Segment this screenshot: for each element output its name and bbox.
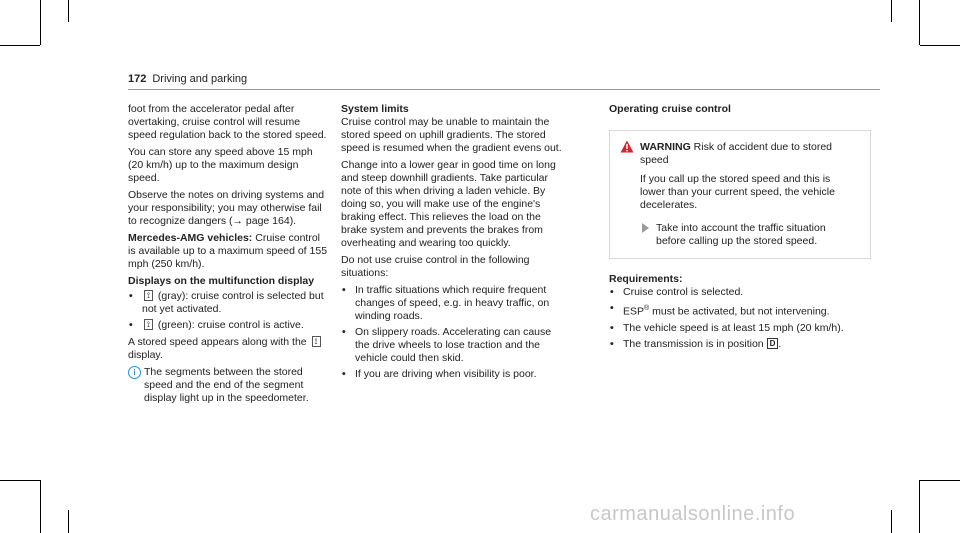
warning-label: WARNING: [640, 141, 691, 153]
amg-paragraph: [128, 232, 328, 271]
crop-mark: [919, 480, 920, 533]
note: [128, 366, 328, 405]
paragraph: You can store any speed above 15 mph (20 km/h) up to the maximum design speed.: [128, 146, 313, 184]
amg-label: Mercedes-AMG vehicles:: [128, 232, 253, 244]
list-item: • ⟟ (gray): cruise control is selected but not yet activated.: [129, 290, 324, 315]
displays-list: [128, 290, 328, 332]
warning-text: If you call up the stored speed and this is lower than your current speed, the vehicle decelerates.: [640, 173, 835, 211]
crop-mark: [0, 480, 40, 481]
list-item: • The vehicle speed is at least 15 mph (20 km/h).: [610, 321, 844, 334]
page-header: [128, 73, 247, 85]
paragraph: Observe the notes on driving systems and your responsibility; you may otherwise fail to recognize dangers (→ page 164).: [128, 189, 325, 227]
crop-mark: [0, 45, 40, 46]
warning-action: Take into account the traffic situation before calling up the stored speed.: [620, 222, 858, 248]
list-item: • In traffic situations which require frequent changes of speed, e.g. in heavy traffic, on winding roads.: [342, 284, 550, 322]
gear-d-icon: D: [767, 338, 779, 349]
list-item: • The transmission is in position D .: [610, 337, 782, 350]
cruise-control-icon: ⟟: [144, 290, 153, 301]
header-rule: [128, 89, 880, 90]
crop-mark: [920, 45, 960, 46]
operating-heading: Operating cruise control: [609, 103, 731, 115]
warning-header: [620, 141, 858, 167]
amg-text: Cruise control is available up to a maximum speed of 155 mph (250 km/h).: [128, 232, 328, 270]
crop-mark: [40, 0, 41, 45]
paragraph: Do not use cruise control in the following situations:: [341, 254, 530, 279]
column-3: [609, 103, 871, 355]
situations-list: [341, 284, 566, 381]
displays-heading: Displays on the multifunction display: [128, 275, 315, 287]
watermark: carmanualsonline.info: [590, 503, 796, 525]
paragraph: Change into a lower gear in good time on long and steep downhill gradients. Take particular note of this when driving a laden vehicle. By doing so, you will make use of the engine's braking effect. This relieves the load on the brake system and prevents the brakes from overheating and wearing too quickly.: [341, 159, 556, 249]
crop-mark: [891, 0, 892, 22]
crop-mark: [920, 480, 960, 481]
section-title: Driving and parking: [152, 73, 248, 85]
requirements-list: [609, 286, 871, 351]
info-icon: i: [128, 366, 141, 379]
crop-mark: [891, 510, 892, 533]
paragraph: A stored speed appears along with the ⟟ display.: [128, 336, 328, 362]
system-limits-heading: System limits: [341, 103, 409, 115]
warning-triangle-icon: [620, 140, 634, 153]
list-item: • ESP® must be activated, but not intervening.: [610, 302, 830, 318]
cruise-control-icon: ⟟: [312, 336, 321, 347]
list-item: • Cruise control is selected.: [610, 286, 744, 298]
note-text: The segments between the stored speed and the end of the segment display light up in the speedometer.: [144, 366, 309, 404]
crop-mark: [68, 0, 69, 22]
list-item: • If you are driving when visibility is poor.: [342, 368, 537, 380]
crop-mark: [68, 510, 69, 533]
list-item: • On slippery roads. Accelerating can cause the drive wheels to lose traction and the vehicle could then skid.: [342, 326, 552, 364]
cruise-control-icon: ⟟: [144, 319, 153, 330]
page-number: 172: [128, 73, 147, 85]
list-item: • ⟟ (green): cruise control is active.: [129, 319, 304, 331]
requirements-heading: Requirements:: [609, 273, 683, 285]
column-1: [128, 103, 328, 405]
warning-box: [609, 130, 871, 259]
crop-mark: [40, 480, 41, 533]
paragraph: Cruise control may be unable to maintain the stored speed on uphill gradients. The stored speed is resumed when the gradient evens out.: [341, 116, 562, 154]
crop-mark: [919, 0, 920, 45]
paragraph: foot from the accelerator pedal after overtaking, cruise control will resume speed regulation back to the stored speed.: [128, 103, 327, 141]
column-2: [341, 103, 566, 385]
warning-title: Risk of accident due to stored speed: [640, 141, 832, 166]
action-arrow-icon: [642, 223, 649, 233]
